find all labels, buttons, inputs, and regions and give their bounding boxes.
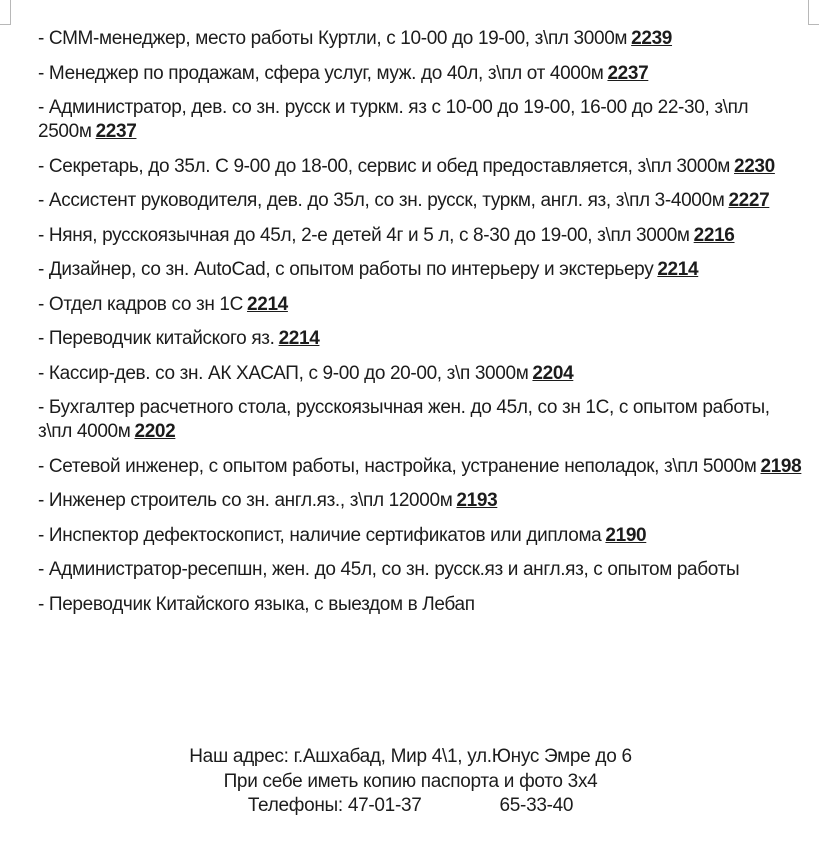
- job-text: - Инженер строитель со зн. англ.яз., з\пл 12000м: [38, 490, 453, 511]
- job-list: [38, 27, 808, 627]
- job-text: - Администратор, дев. со зн. русск и туркм. яз с 10-00 до 19-00, 16-00 до 22-30, з\пл 2500м: [38, 97, 749, 142]
- job-code: 2237: [95, 121, 137, 142]
- job-item: [38, 189, 808, 213]
- job-text: - Переводчик Китайского языка, с выездом в Лебап: [38, 593, 475, 615]
- job-item: [38, 558, 808, 582]
- job-item: [38, 362, 808, 386]
- job-code: 2230: [734, 155, 775, 177]
- job-text: - Кассир-дев. со зн. АК ХАСАП, с 9-00 до 20-00, з\п 3000м: [38, 362, 529, 384]
- job-text: - Инспектор дефектоскопист, наличие сертификатов или диплома: [38, 524, 602, 546]
- job-text: - СММ-менеджер, место работы Куртли, с 10-00 до 19-00, з\пл 3000м: [38, 28, 628, 49]
- phone-2: 65-33-40: [499, 795, 574, 816]
- job-text: - Няня, русскоязычная до 45л, 2-е детей 4г и 5 л, с 8-30 до 19-00, з\пл 3000м: [38, 224, 690, 246]
- job-text: - Бухгалтер расчетного стола, русскоязычная жен. до 45л, со зн 1С, с опытом работы, з\пл 4000м: [38, 397, 770, 442]
- job-code: 2202: [134, 421, 176, 442]
- phone-1: Телефоны: 47-01-37: [247, 795, 422, 816]
- job-item: [38, 27, 808, 51]
- job-item: [38, 62, 808, 86]
- job-item: [38, 524, 808, 548]
- job-code: 2239: [631, 28, 673, 49]
- job-code: 2227: [728, 190, 770, 211]
- address-line: Наш адрес: г.Ашхабад, Мир 4\1, ул.Юнус Эмре до 6: [189, 746, 632, 767]
- job-code: 2190: [605, 524, 647, 546]
- job-text: - Переводчик китайского яз.: [38, 328, 275, 349]
- job-item: [38, 455, 808, 479]
- job-code: 2198: [760, 455, 802, 477]
- job-item: [38, 396, 808, 444]
- job-code: 2214: [278, 328, 320, 349]
- job-item: [38, 327, 808, 351]
- job-text: - Администратор-ресепшн, жен. до 45л, со зн. русск.яз и англ.яз, с опытом работы: [38, 559, 740, 580]
- job-code: 2214: [657, 259, 699, 280]
- job-text: - Ассистент руководителя, дев. до 35л, со зн. русск, туркм, англ. яз, з\пл 3-4000м: [38, 190, 725, 211]
- job-code: 2214: [247, 293, 288, 315]
- job-code: 2204: [532, 362, 574, 384]
- job-item: [38, 293, 808, 317]
- job-text: - Дизайнер, со зн. AutoCad, с опытом работы по интерьеру и экстерьеру: [38, 259, 654, 280]
- job-text: - Отдел кадров со зн 1С: [38, 293, 244, 315]
- job-text: - Секретарь, до 35л. С 9-00 до 18-00, сервис и обед предоставляется, з\пл 3000м: [38, 155, 730, 177]
- page-corner-mark-left: [0, 0, 11, 25]
- job-code: 2237: [607, 62, 649, 84]
- phones-line: [0, 794, 821, 819]
- job-item: [38, 96, 808, 144]
- job-item: [38, 258, 808, 282]
- job-item: [38, 593, 808, 617]
- job-item: [38, 489, 808, 513]
- documents-line: При себе иметь копию паспорта и фото 3х4: [223, 770, 598, 792]
- page-corner-mark-right: [808, 0, 819, 25]
- job-code: 2193: [456, 490, 498, 511]
- job-item: [38, 155, 808, 179]
- job-item: [38, 224, 808, 248]
- job-text: - Менеджер по продажам, сфера услуг, муж. до 40л, з\пл от 4000м: [38, 62, 604, 84]
- job-text: - Сетевой инженер, с опытом работы, настройка, устранение неполадок, з\пл 5000м: [38, 455, 757, 477]
- contact-footer: [0, 745, 821, 819]
- job-code: 2216: [693, 224, 735, 246]
